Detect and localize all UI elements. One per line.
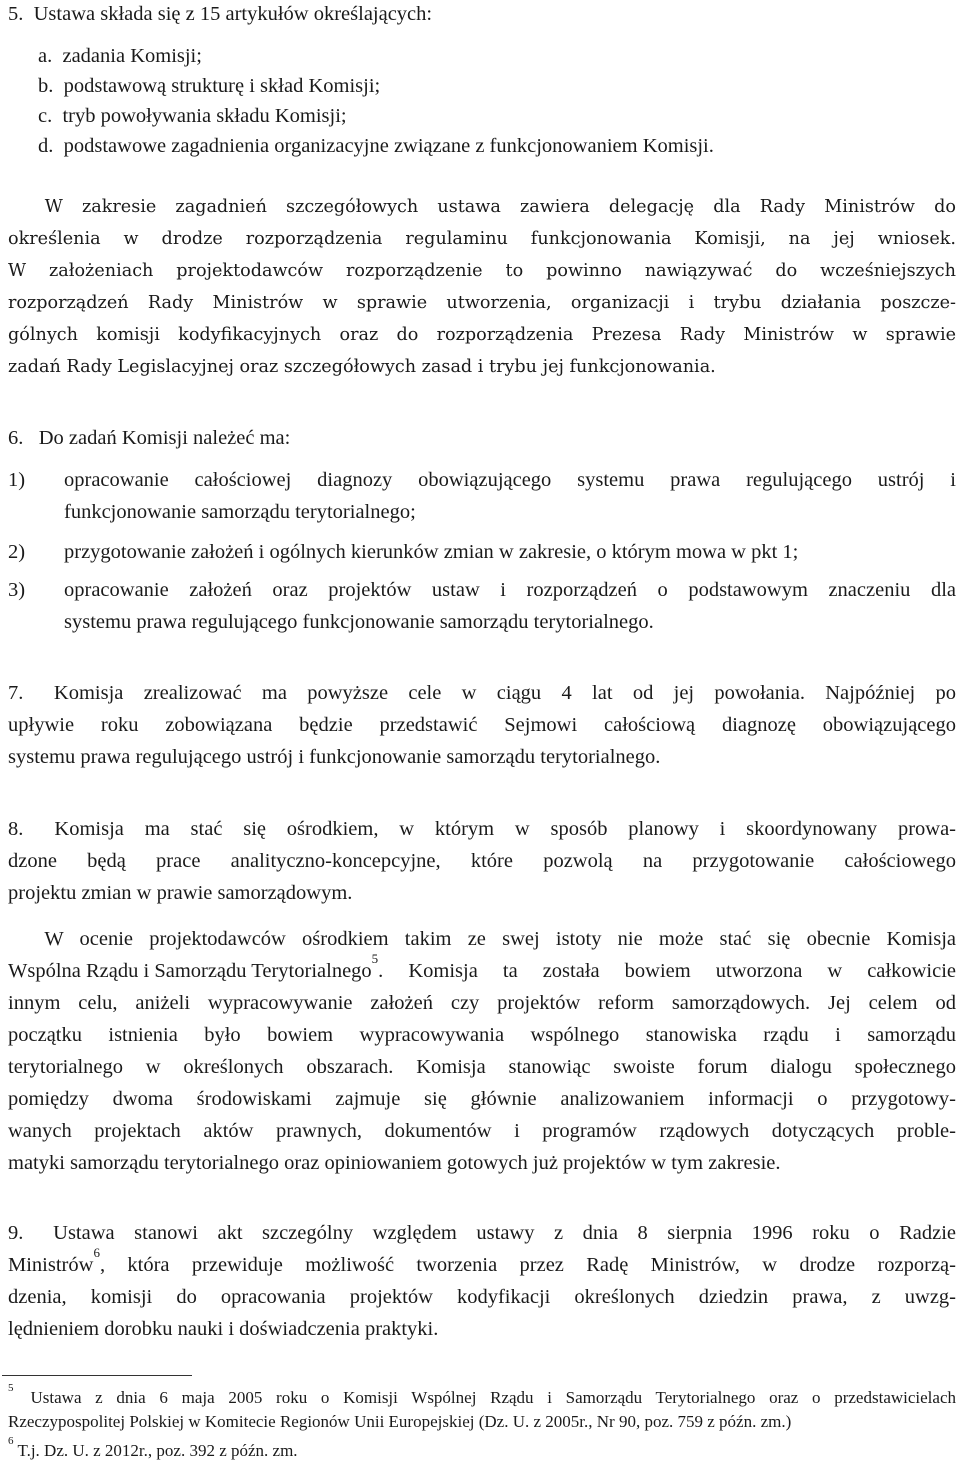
sec5-para-line: W założeniach projektodawców rozporządzenie to powinno nawiązywać do wcześniejszych xyxy=(8,261,956,281)
sec8-line: 8. Komisja ma stać się ośrodkiem, w którym w sposób planowy i skoordynowany prowa- xyxy=(8,818,956,840)
sec9-line: lędnieniem dorobku nauki i doświadczenia praktyki. xyxy=(8,1318,439,1340)
sec8-para-line: W ocenie projektodawców ośrodkiem takim ze swej istoty nie może stać się obecnie Komisja xyxy=(8,928,956,950)
sec9-text: Ministrów xyxy=(8,1254,94,1276)
sec8-line: dzone będą prace analityczno-koncepcyjne, które pozwolą na przygotowanie całościowego xyxy=(8,850,956,872)
sec9-line: dzenia, komisji do opracowania projektów kodyfikacji określonych dziedzin prawa, z uwzg- xyxy=(8,1286,956,1308)
sec6-item-line: funkcjonowanie samorządu terytorialnego; xyxy=(64,501,416,523)
sec5-item-a: a. zadania Komisji; xyxy=(38,45,202,67)
sec8-para-line: matyki samorządu terytorialnego oraz opiniowaniem gotowych już projektów w tym zakresie. xyxy=(8,1152,781,1174)
sec9-line: 9. Ustawa stanowi akt szczególny względem ustawy z dnia 8 sierpnia 1996 roku o Radzie xyxy=(8,1222,956,1244)
sec8-para-line: innym celu, aniżeli wypracowywanie założeń czy projektów reform samorządowych. Jej celem od xyxy=(8,992,956,1014)
sec6-item-line: przygotowanie założeń i ogólnych kierunków zmian w zakresie, o którym mowa w pkt 1; xyxy=(64,541,799,563)
footnote-text: T.j. Dz. U. z 2012r., poz. 392 z późn. zm. xyxy=(13,1441,298,1460)
sec7-line: systemu prawa regulującego ustrój i funkcjonowanie samorządu terytorialnego. xyxy=(8,746,661,768)
sec7-line: upływie roku zobowiązana będzie przedstawić Sejmowi całościową diagnozę obowiązującego xyxy=(8,714,956,736)
sec6-item-number: 2) xyxy=(8,541,26,563)
footnote-number: 6 xyxy=(8,1435,14,1447)
footnote-separator xyxy=(2,1375,192,1376)
sec8-para-line: wanych projektach aktów prawnych, dokumentów i programów rządowych dotyczących proble- xyxy=(8,1120,956,1142)
sec8-para-line xyxy=(8,951,956,985)
footnote-text: Rzeczypospolitej Polskiej w Komitecie Regionów Unii Europejskiej (Dz. U. z 2005r., Nr 90, poz. 759 z późn. zm.) xyxy=(8,1412,792,1431)
sec5-para-line: zadań Rady Legislacyjnej oraz szczegółowych zasad i trybu jej funkcjonowania. xyxy=(8,357,716,377)
sec8-para-line: terytorialnego w określonych obszarach. Komisja stanowiąc swoiste forum dialogu społecznego xyxy=(8,1056,956,1078)
sec7-line: 7. Komisja zrealizować ma powyższe cele w ciągu 4 lat od jej powołania. Najpóźniej po xyxy=(8,682,956,704)
sec5-para-line: rozporządzeń Rady Ministrów w sprawie utworzenia, organizacji i trybu działania poszcze- xyxy=(8,293,956,313)
sec6-item-number: 1) xyxy=(8,469,26,491)
sec6-intro: 6. Do zadań Komisji należeć ma: xyxy=(8,427,291,449)
sec9-text: , która przewiduje możliwość tworzenia przez Radę Ministrów, w drodze rozporzą- xyxy=(99,1254,956,1276)
sec5-para-line: W zakresie zagadnień szczegółowych ustawa zawiera delegację dla Rady Ministrów do xyxy=(8,197,956,217)
sec8-line: projektu zmian w prawie samorządowym. xyxy=(8,882,353,904)
sec8-para-line: pomiędzy dwoma środowiskami zajmuje się głównie analizowaniem informacji o przygotowy- xyxy=(8,1088,956,1110)
sec5-item-b: b. podstawową strukturę i skład Komisji; xyxy=(38,75,381,97)
footnote-text: Ustawa z dnia 6 maja 2005 roku o Komisji Wspólnej Rządu i Samorządu Terytorialnego oraz o przedstawicielach xyxy=(13,1388,956,1407)
sec5-para-line: gólnych komisji kodyfikacyjnych oraz do rozporządzenia Prezesa Rady Ministrów w sprawie xyxy=(8,325,956,345)
footnote-ref-5[interactable]: 5 xyxy=(371,951,379,966)
sec6-item-line: opracowanie założeń oraz projektów ustaw i rozporządzeń o podstawowym znaczeniu dla xyxy=(64,579,956,601)
sec6-item-line: opracowanie całościowej diagnozy obowiązującego systemu prawa regulującego ustrój i xyxy=(64,469,956,491)
sec6-item-line: systemu prawa regulującego funkcjonowanie samorządu terytorialnego. xyxy=(64,611,654,633)
footnote-6 xyxy=(8,1435,960,1467)
sec5-item-c: c. tryb powoływania składu Komisji; xyxy=(38,105,347,127)
sec5-intro: 5. Ustawa składa się z 15 artykułów określających: xyxy=(8,3,433,25)
sec8-para-line: początku istnienia było bowiem wypracowywania wspólnego stanowiska rządu i samorządu xyxy=(8,1024,956,1046)
sec5-para-line: określenia w drodze rozporządzenia regulaminu funkcjonowania Komisji, na jej wniosek. xyxy=(8,229,956,249)
footnote-5 xyxy=(8,1382,956,1414)
footnote-ref-6[interactable]: 6 xyxy=(93,1245,100,1260)
sec6-item-number: 3) xyxy=(8,579,26,601)
sec8-text: Wspólna Rządu i Samorządu Terytorialnego xyxy=(8,960,372,982)
sec5-item-d: d. podstawowe zagadnienia organizacyjne związane z funkcjonowaniem Komisji. xyxy=(38,135,714,157)
footnote-number: 5 xyxy=(8,1382,14,1394)
sec9-line xyxy=(8,1245,956,1279)
sec8-text: . Komisja ta została bowiem utworzona w całkowicie xyxy=(378,960,956,982)
